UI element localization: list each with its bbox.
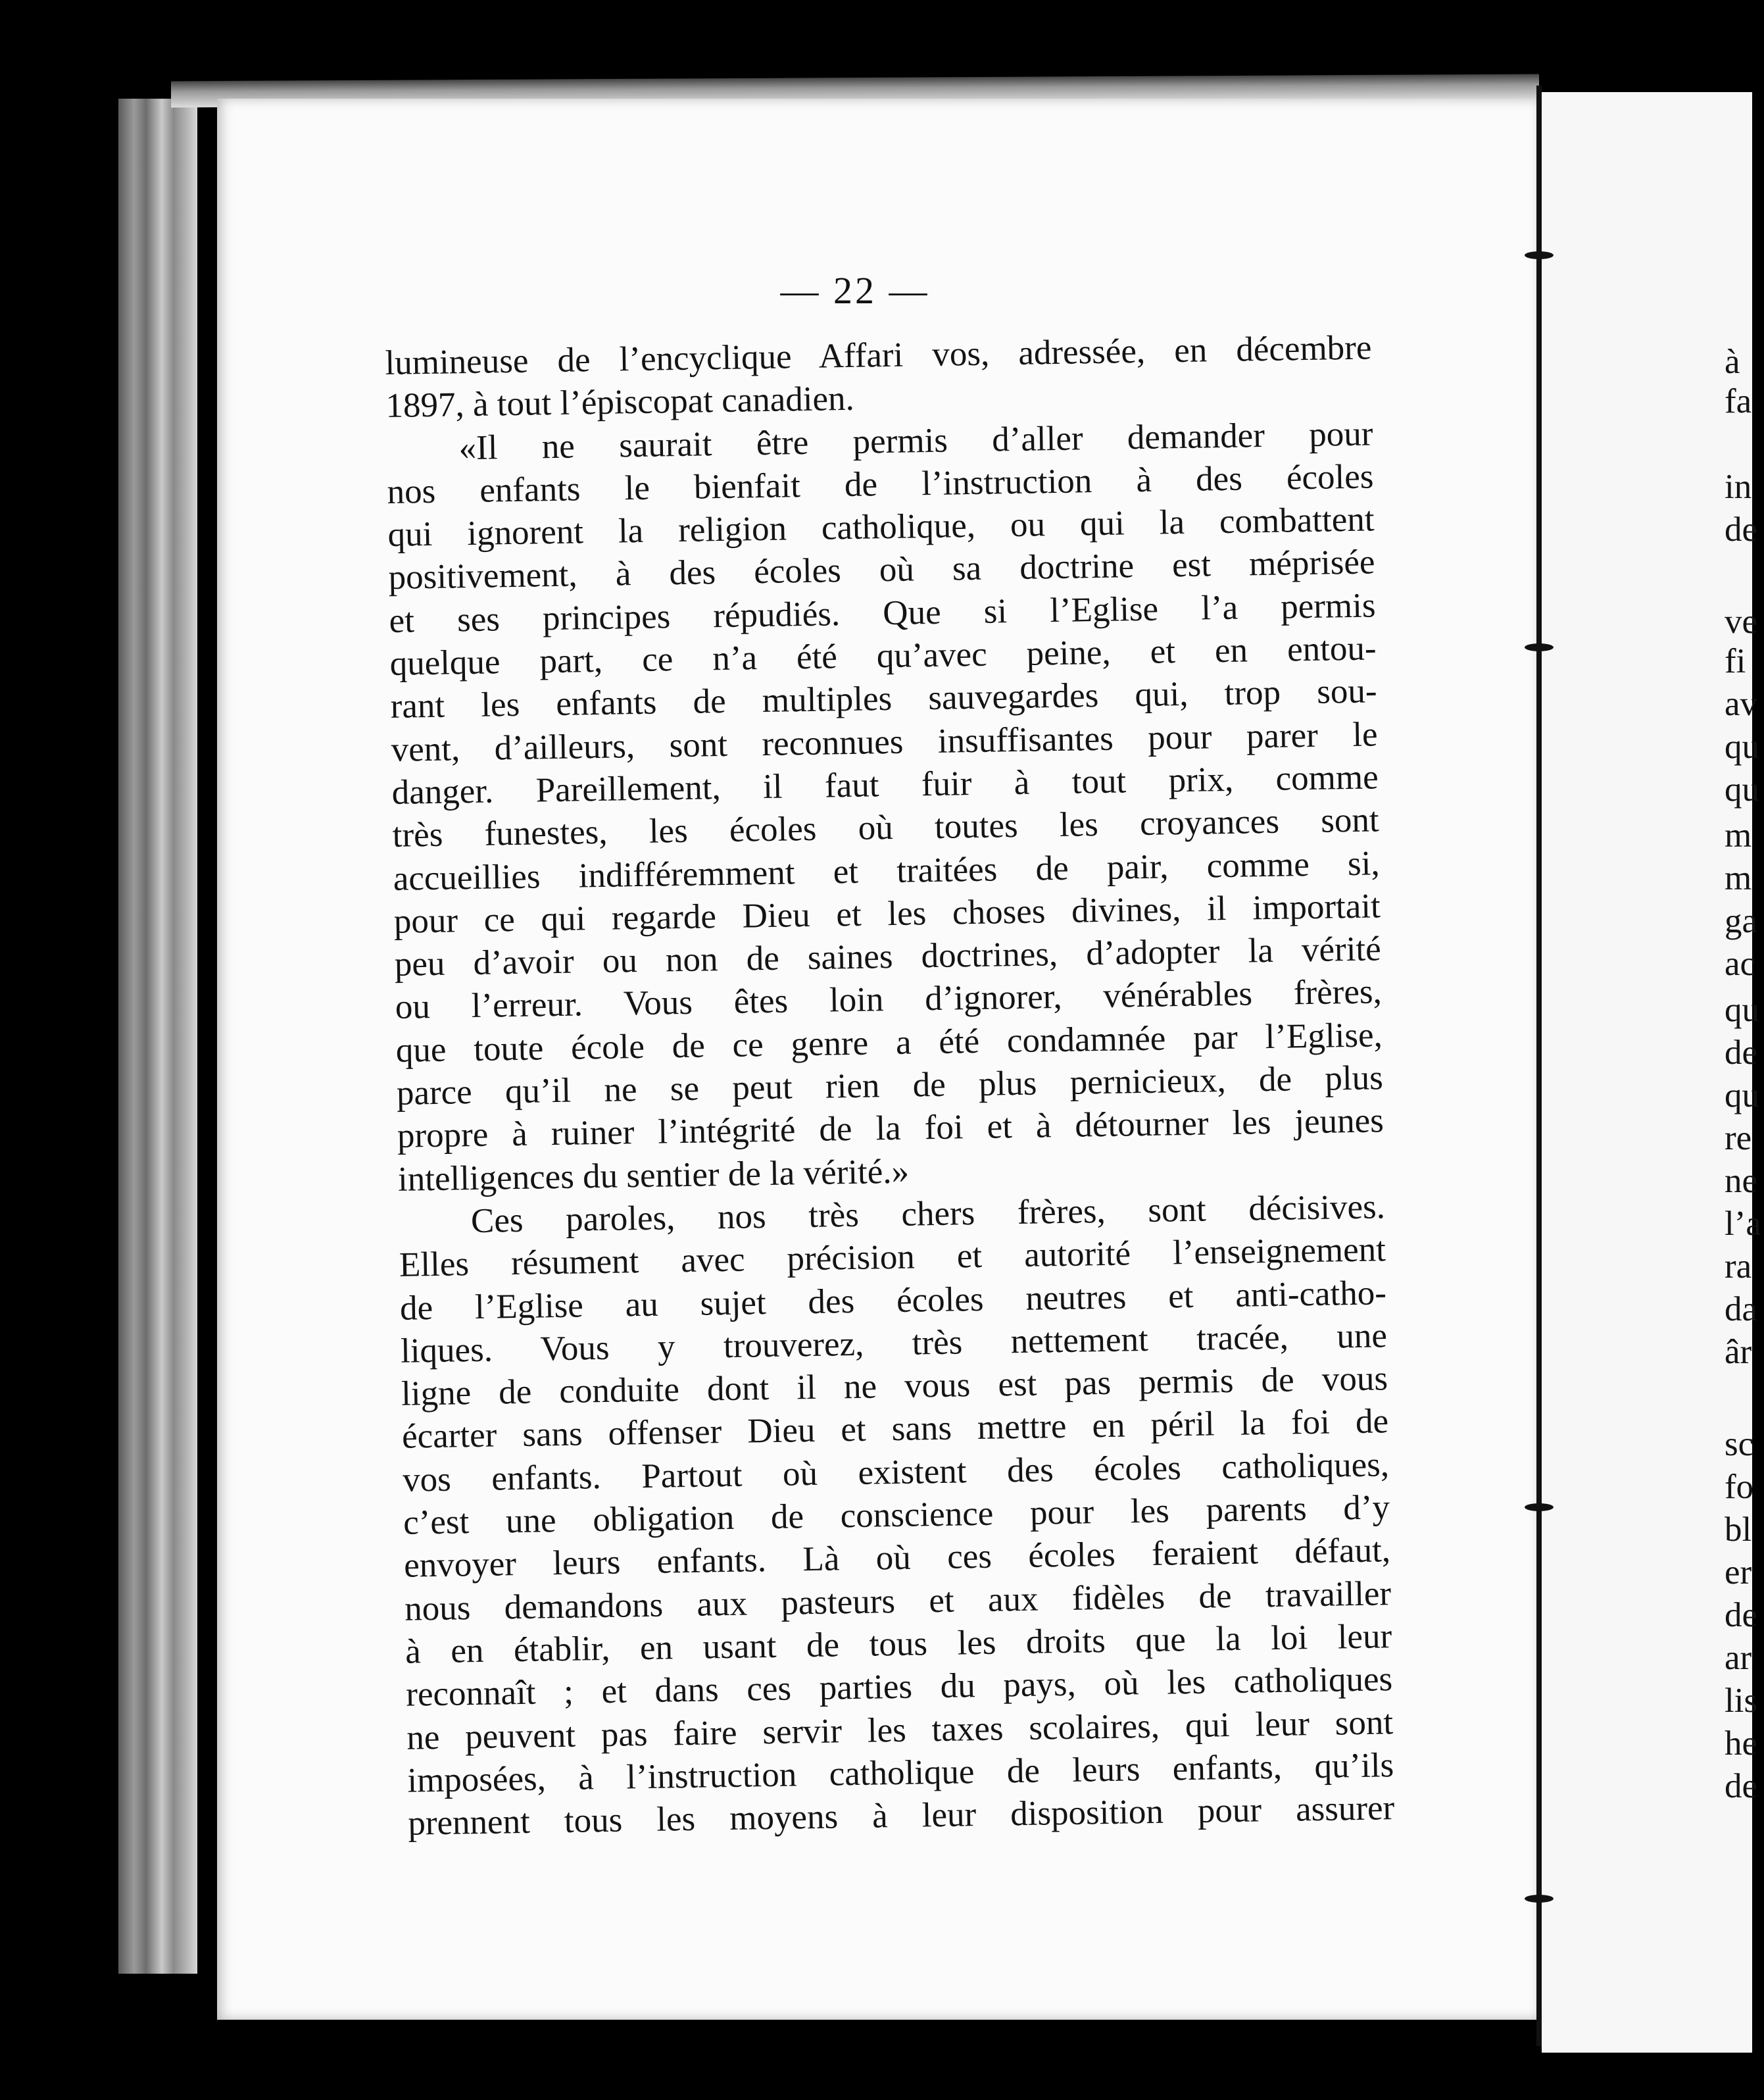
facing-text-fragment: m: [1725, 816, 1752, 855]
facing-text-fragment: re: [1725, 1119, 1752, 1157]
facing-text-fragment: de: [1725, 511, 1758, 549]
stitch-mark: [1525, 1503, 1554, 1511]
facing-text-fragment: fo: [1725, 1468, 1754, 1506]
facing-text-fragment: qu: [1725, 991, 1759, 1029]
facing-text-fragment: à: [1725, 343, 1740, 381]
book-gutter: [1536, 86, 1542, 2046]
text-line: envoyer leurs enfants. Là où ces écoles feraient défaut,: [403, 1531, 1391, 1586]
facing-text-fragment: he: [1725, 1724, 1758, 1763]
facing-text-fragment: âr: [1725, 1333, 1752, 1371]
text-line: «Il ne saurait être permis d’aller demander pour: [458, 414, 1373, 467]
text-line: peu d’avoir ou non de saines doctrines, d’adopter la vérité: [394, 930, 1382, 984]
facing-text-fragment: av: [1725, 685, 1758, 723]
text-line: de l’Eglise au sujet des écoles neutres et anti-catho-: [399, 1273, 1387, 1328]
text-line: rant les enfants de multiples sauvegardes qui, trop sou-: [390, 672, 1377, 726]
text-line: prennent tous les moyens à leur disposition pour assurer: [407, 1789, 1395, 1843]
facing-text-fragment: ve: [1725, 603, 1758, 641]
text-line: et ses principes répudiés. Que si l’Eglise l’a permis: [389, 586, 1376, 640]
text-line: nous demandons aux pasteurs et aux fidèles de travailler: [404, 1574, 1392, 1628]
text-line: liques. Vous y trouverez, très nettement tracée, une: [400, 1316, 1388, 1370]
facing-text-fragment: lis: [1725, 1682, 1758, 1720]
text-line: pour ce qui regarde Dieu et les choses divines, il importait: [393, 887, 1381, 941]
text-line: très funestes, les écoles où toutes les croyances sont: [392, 801, 1380, 855]
text-line: vent, d’ailleurs, sont reconnues insuffisantes pour parer le: [391, 715, 1379, 769]
facing-text-fragment: ar: [1725, 1639, 1752, 1677]
text-line: à en établir, en usant de tous les droits que la loi leur: [404, 1617, 1392, 1671]
text-line: c’est une obligation de conscience pour les parents d’y: [403, 1488, 1390, 1542]
facing-text-fragment: da: [1725, 1290, 1758, 1328]
facing-text-fragment: de: [1725, 1034, 1758, 1072]
facing-text-fragment: qu: [1725, 728, 1759, 766]
text-line: ne peuvent pas faire servir les taxes scolaires, qui leur sont: [406, 1703, 1394, 1757]
stitch-mark: [1525, 643, 1554, 651]
text-line: intelligences du sentier de la vérité.»: [397, 1152, 910, 1199]
facing-page: [1542, 92, 1752, 2053]
facing-text-fragment: l’a: [1725, 1205, 1761, 1243]
text-line: écarter sans offenser Dieu et sans mettre en péril la foi de: [401, 1402, 1389, 1457]
text-line: reconnaît ; et dans ces parties du pays, où les catholiques: [405, 1660, 1393, 1714]
facing-text-fragment: de: [1725, 1596, 1758, 1634]
facing-text-fragment: ga: [1725, 902, 1758, 940]
facing-text-fragment: de: [1725, 1767, 1758, 1805]
facing-text-fragment: er: [1725, 1553, 1752, 1591]
text-line: Elles résument avec précision et autorité l’enseignement: [399, 1230, 1386, 1285]
text-line: ou l’erreur. Vous êtes loin d’ignorer, vénérables frères,: [395, 972, 1383, 1027]
text-line: 1897, à tout l’épiscopat canadien.: [385, 380, 855, 426]
facing-text-fragment: bl: [1725, 1511, 1752, 1549]
text-line: qui ignorent la religion catholique, ou qui la combattent: [387, 500, 1375, 555]
text-line: lumineuse de l’encyclique Affari vos, adressée, en décembre: [385, 328, 1372, 382]
text-line: accueillies indifféremment et traitées de pair, comme si,: [393, 843, 1381, 898]
text-line: Ces paroles, nos très chers frères, sont décisives.: [470, 1188, 1386, 1241]
facing-text-fragment: in: [1725, 468, 1752, 506]
page-number: — 22 —: [780, 269, 930, 312]
facing-text-fragment: fa: [1725, 382, 1752, 420]
facing-text-fragment: ac: [1725, 945, 1756, 983]
page-edges: [118, 99, 197, 1974]
text-line: quelque part, ce n’a été qu’avec peine, et en entou-: [389, 629, 1377, 684]
text-line: nos enfants le bienfait de l’instruction à des écoles: [387, 457, 1374, 511]
facing-text-fragment: m: [1725, 859, 1752, 897]
text-line: vos enfants. Partout où existent des écoles catholiques,: [402, 1445, 1390, 1499]
facing-text-fragment: qu: [1725, 770, 1759, 809]
body-text: [385, 326, 1395, 1845]
facing-text-fragment: sc: [1725, 1425, 1754, 1463]
text-line: danger. Pareillement, il faut fuir à tout prix, comme: [391, 758, 1379, 812]
facing-text-fragment: fi: [1725, 642, 1746, 680]
text-line: imposées, à l’instruction catholique de leurs enfants, qu’ils: [406, 1745, 1394, 1800]
stitch-mark: [1525, 251, 1554, 259]
facing-text-fragment: ra: [1725, 1247, 1752, 1286]
facing-text-fragment: qu: [1725, 1076, 1759, 1114]
text-line: ligne de conduite dont il ne vous est pas permis de vous: [401, 1359, 1388, 1413]
stitch-mark: [1525, 1895, 1554, 1903]
text-line: propre à ruiner l’intégrité de la foi et à détourner les jeunes: [397, 1101, 1384, 1156]
text-line: parce qu’il ne se peut rien de plus pernicieux, de plus: [396, 1059, 1384, 1112]
text-line: que toute école de ce genre a été condamnée par l’Eglise,: [395, 1016, 1383, 1070]
text-line: positivement, à des écoles où sa doctrine est méprisée: [388, 543, 1375, 597]
facing-text-fragment: ne: [1725, 1162, 1758, 1200]
